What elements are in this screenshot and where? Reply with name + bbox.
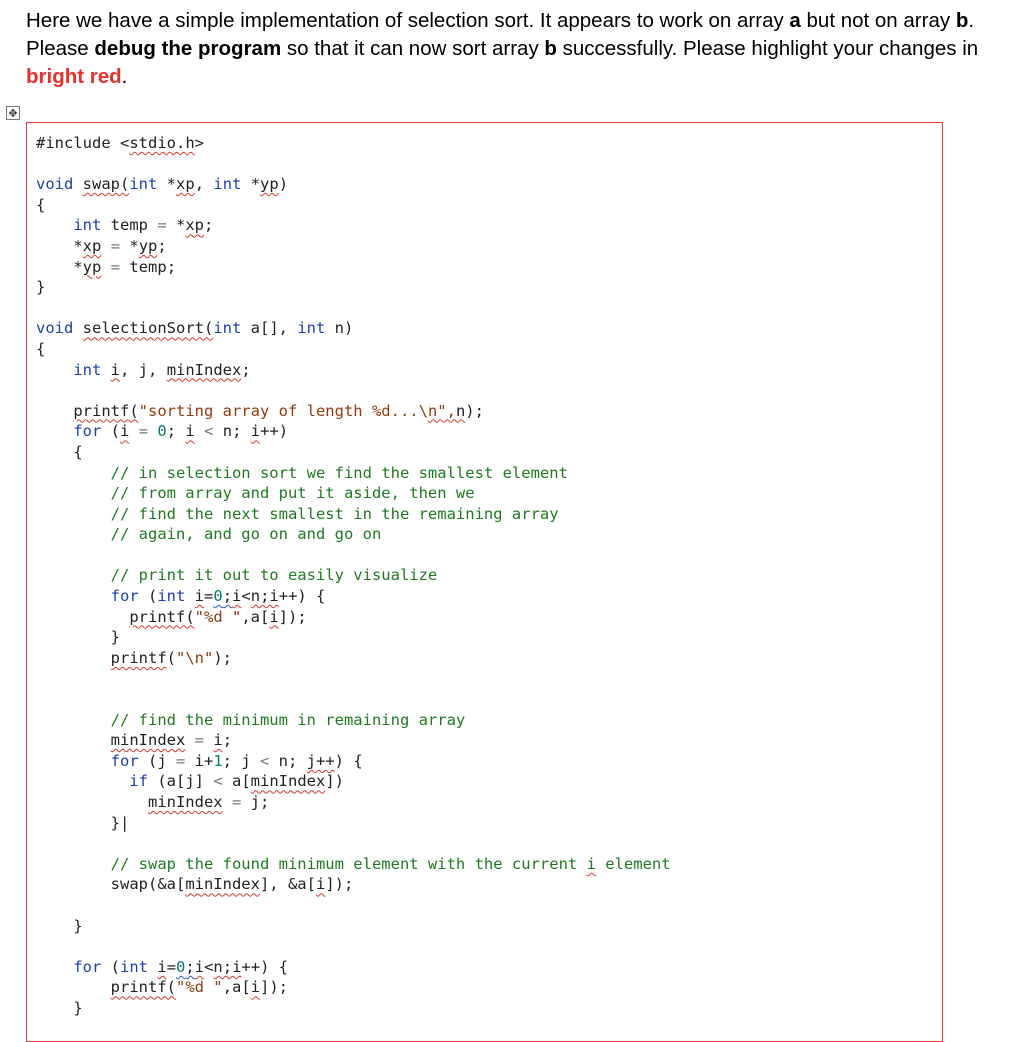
code-token: = [175, 751, 186, 770]
code-line [36, 730, 671, 751]
code-line [36, 154, 671, 175]
code-token: ) { [334, 751, 363, 770]
code-token: { [36, 339, 46, 358]
code-token: , [194, 175, 214, 194]
code-line [36, 257, 671, 278]
code-token: // again, and go on and go on [36, 525, 382, 544]
code-line [36, 895, 671, 916]
code-token: j; [241, 793, 270, 811]
instructions-text: Here we have a simple implementation of selection sort. It appears to work on array [26, 9, 790, 32]
code-line [36, 668, 671, 689]
code-line [36, 545, 671, 566]
code-line [36, 565, 671, 586]
instructions-text: . [121, 65, 128, 88]
code-token: ); [213, 648, 232, 667]
code-token [36, 649, 111, 667]
code-token: i [315, 875, 326, 894]
code-token: i [194, 587, 205, 606]
code-token: ; j [222, 751, 260, 770]
code-token [36, 978, 111, 996]
code-token: i [250, 978, 260, 997]
code-token: } [36, 998, 83, 1017]
instructions-text: so that it can now sort array [281, 37, 545, 60]
code-line [36, 442, 671, 463]
code-token: void [36, 175, 83, 194]
code-token: ], &a[ [259, 875, 316, 894]
code-token: minIndex [185, 875, 260, 894]
code-token [36, 216, 73, 234]
code-token: #include < [36, 134, 130, 152]
code-token: for [110, 751, 139, 770]
array-a-label: a [789, 9, 801, 32]
instructions-text: but not on array [800, 9, 956, 32]
code-line [36, 607, 671, 628]
code-token: int [129, 175, 158, 194]
code-token: // swap the found minimum element with the current [36, 854, 587, 873]
code-line [36, 710, 671, 731]
code-token [148, 958, 157, 976]
code-token: a[ [222, 772, 251, 791]
code-token: swap( [82, 175, 130, 194]
code-token: * [241, 175, 261, 194]
code-token: * [36, 236, 83, 255]
code-token: // print it out to easily visualize [36, 566, 438, 585]
code-token: = [231, 793, 242, 811]
code-token: xp [82, 236, 102, 255]
code-token: ; [157, 236, 167, 255]
code-token: }| [36, 813, 130, 832]
code-token [129, 422, 138, 440]
code-token: i [232, 587, 242, 606]
code-line [36, 174, 671, 195]
code-token: * [36, 257, 83, 276]
code-token: for [110, 587, 139, 606]
code-token: // in selection sort we find the smallest element [36, 463, 568, 482]
code-token [36, 772, 129, 790]
code-token [185, 731, 194, 749]
code-line [36, 771, 671, 792]
code-line [36, 833, 671, 854]
code-line [36, 318, 671, 339]
code-token: if [129, 772, 148, 791]
code-token: < [204, 957, 214, 976]
code-token: = [194, 731, 204, 750]
code-token: * [157, 175, 177, 194]
code-token: printf [110, 648, 167, 667]
code-line [36, 236, 671, 257]
code-token [101, 237, 110, 255]
bright-red-emphasis: bright red [26, 65, 122, 88]
code-token: void [36, 319, 83, 338]
code-token [36, 361, 73, 379]
code-token [36, 608, 129, 626]
code-token: = [157, 216, 167, 235]
code-line [36, 936, 671, 957]
code-line [36, 977, 671, 998]
code-token [223, 793, 232, 811]
code-token: j++ [306, 751, 335, 770]
code-line [36, 401, 671, 422]
code-token: swap(&a[ [36, 875, 186, 894]
code-token: < [204, 422, 214, 441]
code-token: } [36, 278, 46, 297]
code-token [185, 587, 194, 605]
code-token: < [241, 587, 251, 606]
code-token: i+ [185, 751, 214, 770]
code-token: int [213, 319, 242, 338]
code-token: ; [166, 422, 186, 441]
code-token [36, 731, 111, 749]
code-token: 0 [213, 587, 223, 606]
code-token: "%d " [175, 978, 223, 997]
code-line [36, 195, 671, 216]
code-token [36, 793, 148, 811]
code-token: ,a[ [222, 978, 251, 997]
code-token: temp [101, 216, 158, 235]
code-line [36, 463, 671, 484]
code-token: ; [204, 216, 214, 235]
code-line [36, 792, 671, 813]
code-token: minIndex [166, 360, 242, 379]
code-token: n; [269, 751, 307, 770]
code-line [36, 133, 671, 154]
code-line [36, 360, 671, 381]
code-token: ++) { [241, 957, 289, 976]
code-token: "sorting array of length %d...\ [138, 401, 428, 420]
code-token: ; [185, 957, 195, 976]
code-token: printf( [73, 401, 139, 420]
code-token: , j, [120, 360, 167, 379]
code-token: // from array and put it aside, then we [36, 484, 475, 503]
code-block[interactable] [36, 133, 671, 1019]
code-token: 0 [157, 422, 167, 441]
code-token: // find the next smallest in the remaining array [36, 504, 559, 523]
code-line [36, 957, 671, 978]
code-token: for [73, 957, 102, 976]
code-token: 1 [213, 751, 223, 770]
code-token: i [185, 422, 195, 441]
array-b-label: b [955, 9, 969, 32]
code-token: i [120, 422, 130, 441]
move-arrows-icon: ✥ [8, 106, 18, 120]
table-move-handle[interactable] [6, 106, 20, 120]
code-token [101, 258, 110, 276]
code-token [36, 587, 111, 605]
code-token: < [213, 772, 223, 791]
code-token: int [73, 360, 102, 379]
code-token: } [36, 916, 83, 935]
code-token: ,a[ [241, 607, 270, 626]
code-token: n", [427, 401, 456, 420]
code-token: // find the minimum in remaining array [36, 710, 466, 729]
code-token: minIndex [110, 731, 186, 750]
code-token: minIndex [147, 793, 223, 811]
code-token: stdio.h [129, 134, 195, 152]
code-token [195, 422, 204, 440]
code-line [36, 380, 671, 401]
code-line [36, 648, 671, 669]
code-token [204, 731, 213, 749]
code-token: "%d " [194, 607, 242, 626]
code-token: n;i [250, 587, 279, 606]
code-token: int [213, 175, 242, 194]
code-token: ]) [325, 772, 344, 791]
code-token: ( [101, 957, 120, 976]
code-token: ++) { [278, 587, 326, 606]
code-token: xp [185, 216, 205, 235]
instructions-paragraph [26, 7, 986, 91]
code-token: minIndex [250, 772, 326, 791]
code-token: ]); [278, 607, 307, 626]
code-token: int [120, 957, 148, 976]
code-token: = [110, 257, 121, 276]
code-token: "\n" [176, 648, 214, 667]
code-line [36, 998, 671, 1019]
code-line [36, 421, 671, 442]
code-line [36, 215, 671, 236]
code-line [36, 524, 671, 545]
code-line [36, 586, 671, 607]
code-line [36, 751, 671, 772]
instructions-text: successfully. Please highlight your changes in [556, 37, 979, 60]
code-token: yp [82, 257, 102, 276]
code-token: element [595, 854, 671, 873]
code-token: n; [213, 422, 251, 441]
code-line [36, 627, 671, 648]
code-token: int [297, 319, 326, 338]
code-line [36, 339, 671, 360]
code-token: > [194, 134, 204, 152]
code-token: i [213, 731, 223, 750]
code-token: 0 [176, 957, 186, 976]
code-token: i [250, 422, 261, 441]
code-token: n) [325, 319, 354, 338]
code-token: yp [260, 175, 279, 194]
code-token: printf( [110, 978, 176, 997]
code-token: xp [176, 175, 195, 194]
code-token: ); [465, 401, 484, 420]
code-line [36, 277, 671, 298]
code-token: ; [222, 731, 233, 750]
code-token: ( [101, 422, 120, 441]
code-token: ; [222, 587, 233, 606]
code-line [36, 813, 671, 834]
code-line [36, 483, 671, 504]
code-token: printf( [129, 607, 195, 626]
code-token: ]); [260, 978, 288, 997]
code-token [36, 422, 73, 440]
code-token: = [138, 422, 149, 441]
instructions-text: . Please [26, 9, 975, 60]
code-token: (j [138, 751, 176, 770]
code-token: ( [138, 587, 158, 606]
code-line [36, 504, 671, 525]
code-token: = [110, 236, 121, 255]
code-token: ; [241, 360, 251, 379]
code-token: yp [138, 236, 158, 255]
code-line [36, 298, 671, 319]
code-token: temp; [120, 257, 177, 276]
code-line [36, 916, 671, 937]
code-token [101, 361, 110, 379]
code-token: * [166, 216, 186, 235]
code-token: i [269, 607, 279, 626]
array-b-label: b [544, 37, 557, 60]
code-token: ( [166, 648, 176, 667]
code-token: i [586, 854, 596, 873]
code-token [148, 422, 157, 440]
code-token: n [455, 401, 466, 420]
code-token: i [157, 957, 167, 976]
debug-emphasis: debug the program [94, 37, 282, 60]
code-token [36, 752, 111, 770]
code-line [36, 854, 671, 875]
code-token: { [36, 442, 83, 461]
code-token: selectionSort( [82, 319, 214, 338]
code-token [36, 958, 73, 976]
code-token: } [36, 628, 120, 647]
code-token: ) [278, 175, 289, 194]
code-token: i [110, 360, 121, 379]
code-token: for [73, 422, 102, 441]
code-token: (a[j] [148, 772, 214, 791]
code-token: int [73, 216, 102, 235]
code-token: * [120, 236, 139, 255]
code-token: a[], [241, 319, 298, 338]
code-token: ++) [260, 422, 289, 441]
code-token: i [194, 957, 205, 976]
code-token: int [157, 587, 186, 606]
code-token [36, 402, 73, 420]
code-token: = [166, 957, 177, 976]
code-token: ]); [325, 875, 354, 894]
code-line [36, 689, 671, 710]
code-token: n;i [213, 957, 242, 976]
code-token: = [204, 587, 214, 606]
code-line [36, 874, 671, 895]
code-token: { [36, 195, 46, 214]
code-token: < [260, 751, 270, 770]
